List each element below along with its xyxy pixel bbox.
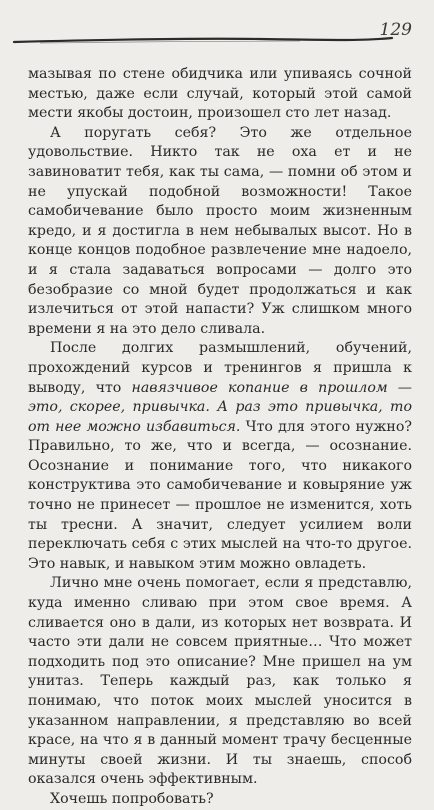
paragraph-5: Хочешь попробовать?	[50, 790, 214, 807]
paragraph-3-end: Что для этого нужно? Правильно, то же, что и всегда, — осознание. Осознание и понимание того, что никакого конструктива это самобичевание и ковыряние уж точно не принесет — прошлое не изменится, хоть ты тресни. А значит, следует усилием воли переключать себя с этих мыслей на что-то другое. Это навык, и навыком этим можно овладеть.	[28, 418, 412, 572]
header-rule	[0, 0, 434, 60]
paragraph-3	[28, 339, 412, 574]
body-text	[28, 65, 412, 810]
paragraph-3-emphasis: навязчивое копание в прошлом — это, скорее, привычка. А раз это привычка, то от нее можно избавиться.	[28, 379, 412, 435]
paragraph-2: А поругать себя? Это же отдельное удовольствие. Никто так не оха ет и не завиноватит тебя, как ты сама, — помни об этом и не упускай подобной возможности! Такое самобичевание было просто моим жизненным кредо, и я достигла в нем небывалых высот. Но в конце концов подобное развлечение мне надоело, и я стала задаваться вопросами — долго это безобразие со мной будет продолжаться и как излечиться от этой напасти? Уж слишком много времени я на это дело сливала.	[28, 124, 412, 337]
page-header	[0, 0, 434, 60]
page-number: 129	[379, 20, 412, 40]
paragraph-1: мазывая по стене обидчика или упиваясь сочной местью, даже если случай, который этой самой мести якобы достоин, произошел сто лет назад.	[28, 66, 412, 122]
paragraph-3-start: После долгих размышлений, обучений, прохождений курсов и тренингов я пришла к выводу, что	[28, 340, 412, 396]
paragraph-4: Лично мне очень помогает, если я представлю, куда именно сливаю при этом свое время. А сливается оно в дали, из которых нет возврата. И часто эти дали не совсем приятные… Что может подходить под это описание? Мне пришел на ум унитаз. Теперь каждый раз, как только я понимаю, что поток моих мыслей уносится в указанном направлении, я представляю во всей красе, на что я в данный момент трачу бесценные минуты своей жизни. И ты знаешь, способ оказался очень эффективным.	[28, 575, 412, 788]
